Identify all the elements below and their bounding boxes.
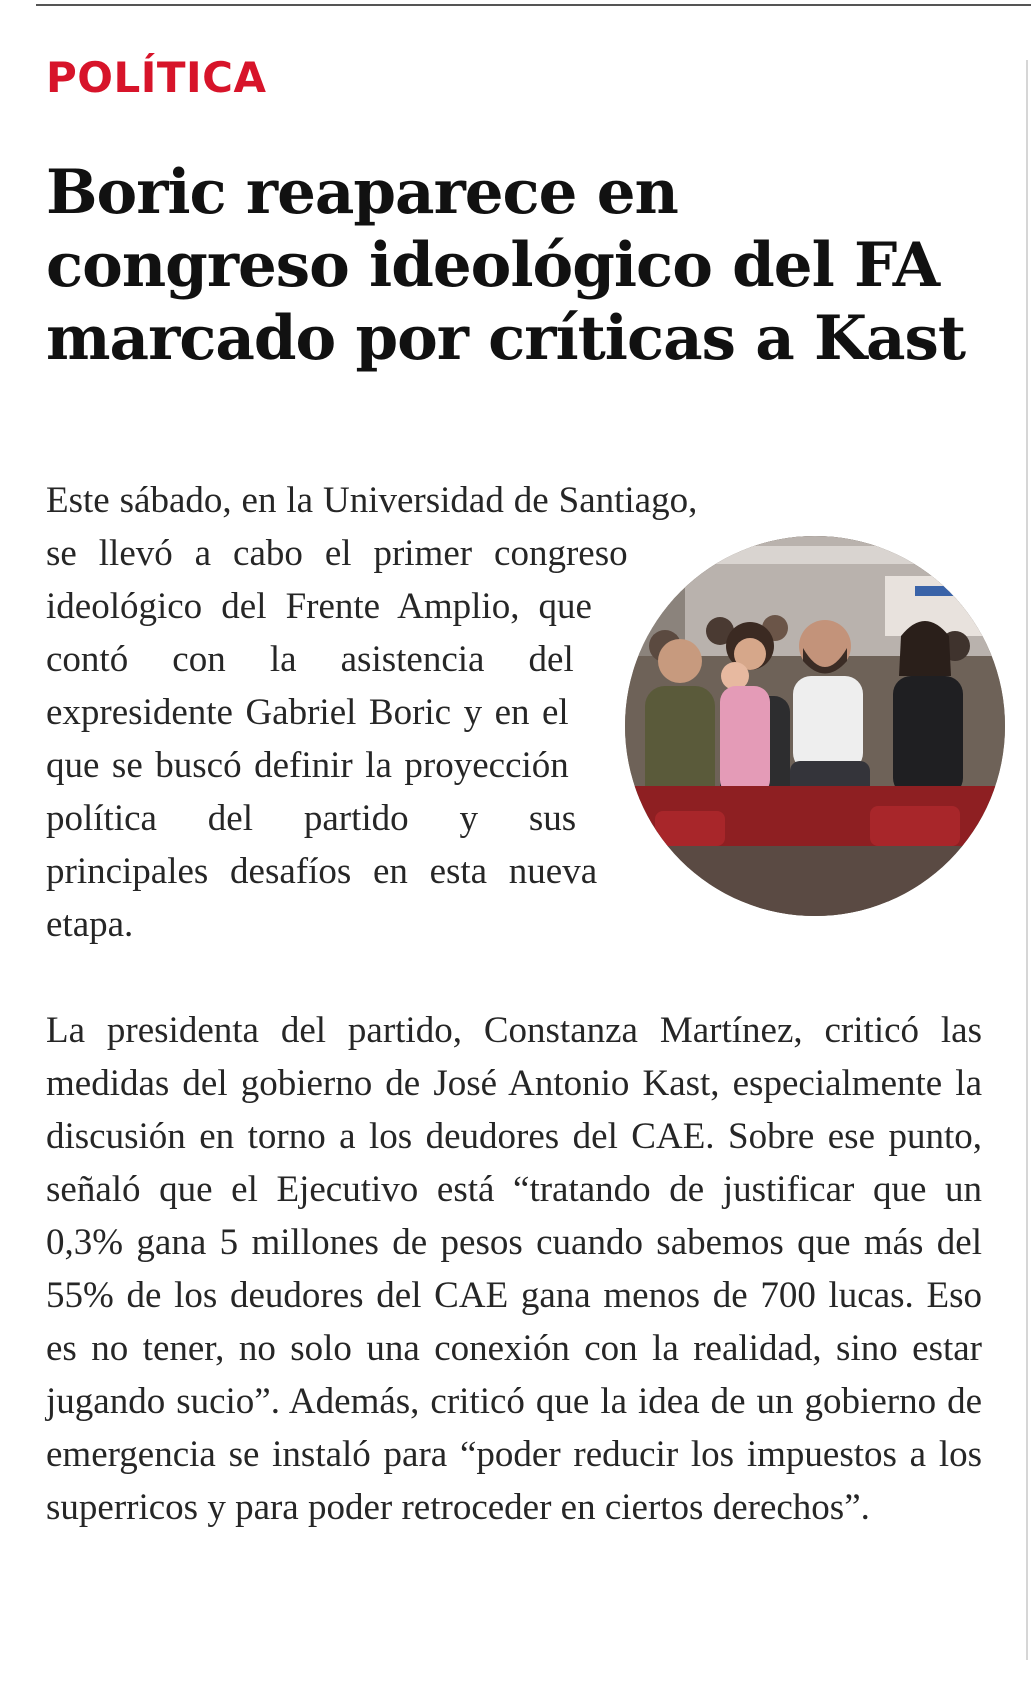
column-rule <box>1026 60 1028 1660</box>
top-rule <box>36 4 1031 6</box>
headline: Boric reaparece en congreso ideológico del FA marcado por críticas a Kast <box>46 157 966 374</box>
article-paragraph <box>46 474 976 974</box>
article-paragraph: La presidenta del partido, Constanza Martínez, criticó las medidas del gobierno de José Antonio Kast, especialmente la discusión en torno a los deudores del CAE. Sobre ese punto, señaló que el Ejecutivo está “tratando de justificar que un 0,3% gana 5 millones de pesos cuando sabemos que más del 55% de los deudores del CAE gana menos de 700 lucas. Eso es no tener, no solo una conexión con la realidad, sino estar jugando sucio”. Además, criticó que la idea de un gobierno de emergencia se instaló para “poder reducir los impuestos a los superricos y para poder retroceder en ciertos derechos”. <box>46 1010 982 1528</box>
paragraph-text: Este sábado, en la Universidad de Santiago, se llevó a cabo el primer congreso ideológico del Frente Amplio, que contó con la asistencia del expresidente Gabriel Boric y en el que se buscó definir la proyección política del partido y sus principales desafíos en esta nueva etapa. <box>46 480 698 945</box>
section-label: POLÍTICA <box>46 53 267 102</box>
